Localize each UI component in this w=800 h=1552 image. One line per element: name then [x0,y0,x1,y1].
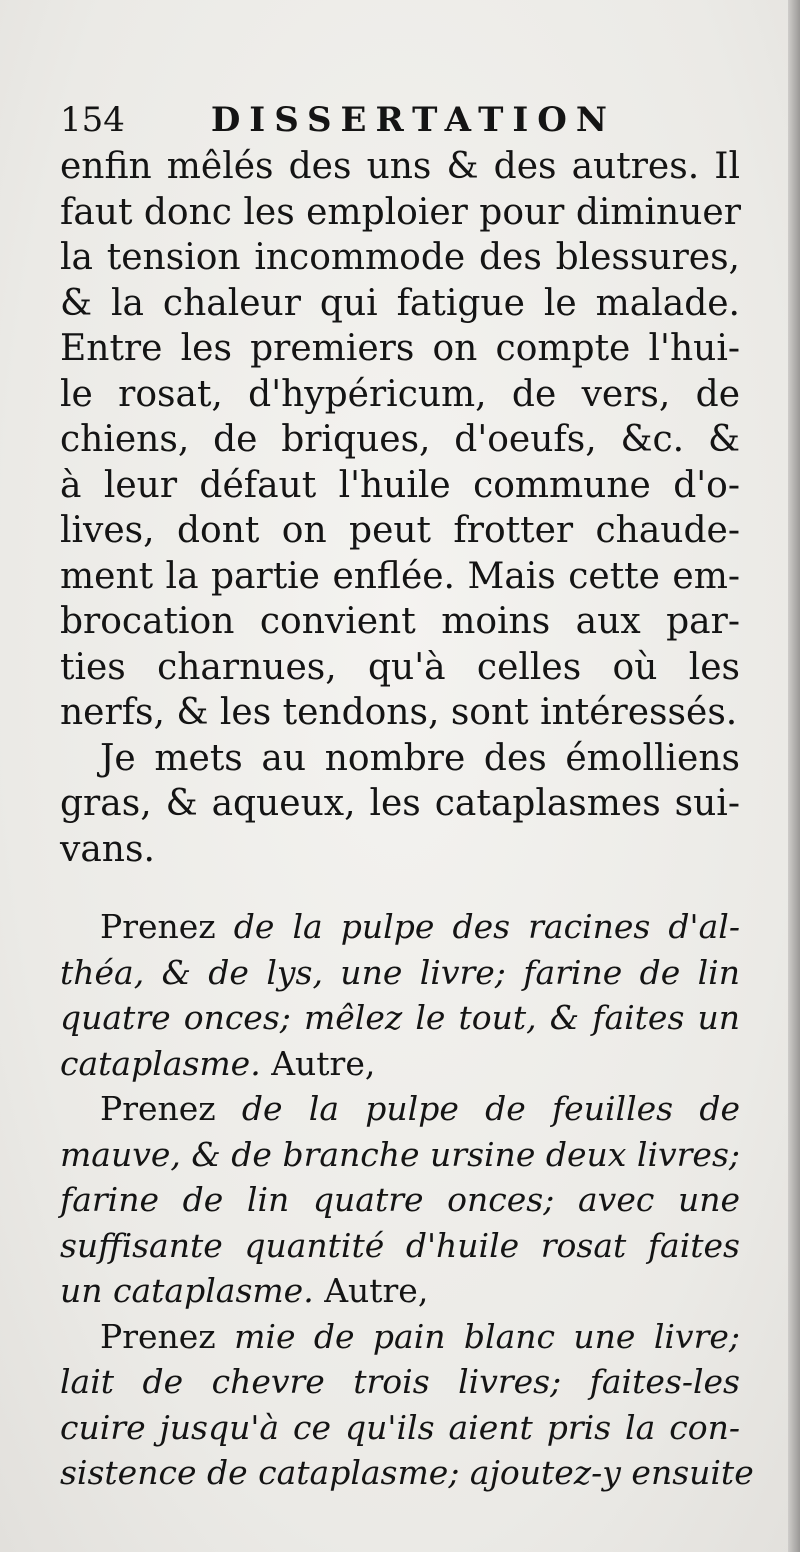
recipe-text: cataplasme. [60,1043,261,1083]
recipe-2-line [60,1268,740,1314]
prenez-word: Prenez [100,907,216,946]
autre-word: Autre, [324,1271,429,1310]
recipe-2-line: mauve, & de branche ursine deux livres; [60,1134,740,1174]
text-line: gras, & aqueux, les cataplasmes sui- [60,783,740,824]
recipe-2-line: farine de lin quatre onces; avec une [60,1180,740,1219]
recipe-3-line: lait de chevre trois livres; faites-les [60,1362,740,1401]
text-line: lives, dont on peut frotter chaude- [60,510,740,551]
text-line: la tension incommode des blessures, [60,237,740,278]
text-line: vans. [60,828,155,870]
recipe-2-line: suffisante quantité d'huile rosat faites [60,1225,740,1265]
recipe-2-line [60,1086,740,1132]
recipe-text: un cataplasme. [60,1271,314,1310]
prenez-word: Prenez [100,1316,216,1356]
running-title: DISSERTATION [210,100,616,140]
recipe-3-line: cuire jusqu'à ce qu'ils aient pris la con- [60,1407,740,1447]
page-body [60,144,754,1496]
text-line: nerfs, & les tendons, sont intéressés. [60,692,738,733]
text-line: faut donc les emploier pour diminuer [60,191,741,233]
recipe-text: de la pulpe des racines d'al- [233,907,740,946]
autre-word: Autre, [271,1043,376,1083]
recipe-1-line: théa, & de lys, une livre; farine de lin [60,952,740,992]
recipe-text: de la pulpe de feuilles de [241,1089,740,1128]
text-line: ties charnues, qu'à celles où les [60,646,740,688]
text-line: Entre les premiers on compte l'hui- [60,328,740,369]
text-line: & la chaleur qui fatigue le malade. [60,282,740,324]
text-line: enfin mêlés des uns & des autres. Il [60,146,740,187]
page-number: 154 [60,100,125,140]
recipe-1-line [60,904,740,950]
paragraph-gap [60,872,740,904]
text-line: chiens, de briques, d'oeufs, &c. & [60,419,740,460]
text-line: Je mets au nombre des émolliens [100,737,740,779]
recipe-1-line: quatre onces; mêlez le tout, & faites un [60,998,740,1037]
text-line: le rosat, d'hypéricum, de vers, de [60,373,740,415]
page-gutter-shadow [788,0,800,1552]
prenez-word: Prenez [100,1089,216,1128]
text-line: à leur défaut l'huile commune d'o- [60,464,740,506]
recipe-1-line [60,1041,740,1087]
text-line: ment la partie enflée. Mais cette em- [60,555,740,597]
text-line: brocation convient moins aux par- [60,601,740,642]
recipe-text: mie de pain blanc une livre; [234,1316,740,1356]
recipe-3-line [60,1314,740,1360]
recipe-3-line: sistence de cataplasme; ajoutez-y ensuite [60,1453,754,1492]
page-header [60,96,740,144]
